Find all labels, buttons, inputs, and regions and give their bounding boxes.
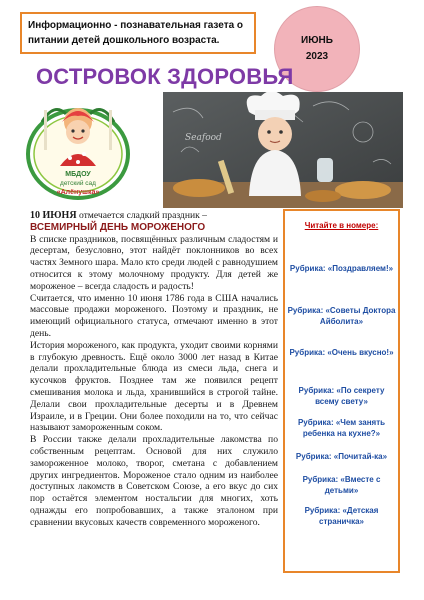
article-paragraph-1: В списке праздников, посвящённых различным сладостям и десертам, безусловно, этот найдёт поклонников во всех частях Земного шара. Мало кто среди людей с равнодушием относится к этому молочному продукту. Для детей же мороженое – всегда сладость и радость! bbox=[30, 233, 278, 292]
chef-child-photo bbox=[163, 92, 403, 208]
rubric-item: Рубрика: «Детская страничка» bbox=[304, 506, 379, 526]
article-paragraph-2: Считается, что именно 10 июня 1786 года в США начались массовые продажи мороженого. Поэтому и праздник, не имеющий официального статуса, отмечают именно в этот день. bbox=[30, 292, 278, 339]
issue-month: ИЮНЬ bbox=[301, 35, 333, 46]
header-box bbox=[20, 12, 256, 54]
article-date: 10 ИЮНЯ bbox=[30, 210, 77, 221]
header-line-1: Информационно - познавательная газета о bbox=[28, 20, 244, 31]
contents-heading: Читайте в номере: bbox=[304, 221, 379, 230]
rubric-item: Рубрика: «Чем занять ребенка на кухне?» bbox=[297, 418, 386, 438]
article-event-title: ВСЕМИРНЫЙ ДЕНЬ МОРОЖЕНОГО bbox=[30, 221, 206, 233]
rubric-item: Рубрика: «Поздравляем!» bbox=[289, 264, 394, 273]
rubric-item: Рубрика: «Вместе с детьми» bbox=[302, 475, 381, 495]
rubric-item: Рубрика: «Советы Доктора Айболита» bbox=[287, 306, 396, 326]
article-paragraph-3: История мороженого, как продукта, уходит своими корнями в глубокую древность. Ещё около 3000 лет назад в Китае делали прохладительные блюда из смеси льда, снега и кусочков фруктов. Позднее там же появился рецепт смешивания молока и льда, хранившийся в строгой тайне. Делали свои прохладительные десерты и в Древнем Израиле, и в Греции. Они более походили на то, что сейчас называют замороженным соком. bbox=[30, 339, 278, 434]
logo-line-3: «Алёнушка» bbox=[56, 189, 100, 196]
contents-sidebar bbox=[283, 209, 400, 573]
newspaper-title: ОСТРОВОК ЗДОРОВЬЯ bbox=[36, 64, 294, 89]
main-article bbox=[30, 210, 278, 529]
article-lead bbox=[30, 210, 278, 222]
issue-year: 2023 bbox=[305, 51, 329, 62]
rubric-item: Рубрика: «По секрету всему свету» bbox=[298, 386, 385, 406]
logo-line-2: детский сад bbox=[60, 180, 96, 187]
kindergarten-logo bbox=[14, 92, 142, 204]
logo-line-1: МБДОУ bbox=[65, 171, 91, 178]
article-date-tail: отмечается сладкий праздник – bbox=[76, 210, 207, 221]
chalk-seafood-text: Seafood bbox=[185, 133, 222, 143]
rubric-item: Рубрика: «Почитай-ка» bbox=[295, 452, 388, 461]
rubric-item: Рубрика: «Очень вкусно!» bbox=[289, 348, 394, 357]
header-line-2: питании детей дошкольного возраста. bbox=[28, 35, 220, 46]
article-paragraph-4: В России также делали прохладительные лакомства по собственным рецептам. Основой для них служило замороженное молоко, творог, сметана с добавлением других ингредиентов. Мороженое стало одним из наиболее доступных лакомств в Советском Союзе, а его вкус до сих пор остаётся элементом ностальгии для многих, хоть однажды его попробовавших, а также эталоном при сравнении вкусовых качеств современного мороженого. bbox=[30, 434, 278, 528]
